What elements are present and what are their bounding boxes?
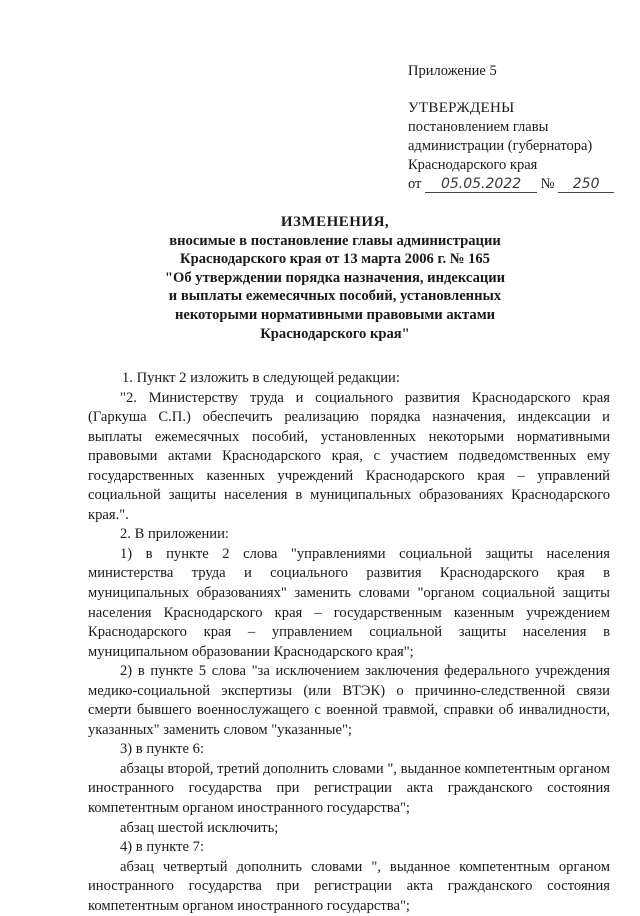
paragraph: абзац шестой исключить; xyxy=(120,819,279,836)
paragraph: абзацы второй, третий дополнить словами ", выданное компетентным органом иностранного государства при регистрации акта гражданского состояния компетентным органом иностранного государства"; xyxy=(88,760,610,817)
title-line: Краснодарского края" xyxy=(260,325,410,342)
title-line: Краснодарского края от 13 марта 2006 г. № 165 xyxy=(180,251,490,268)
paragraph: абзац четвертый дополнить словами ", выданное компетентным органом иностранного государства при регистрации акта гражданского состояния компетентным органом иностранного государства"; xyxy=(88,858,610,914)
paragraph: 4) в пункте 7: xyxy=(120,839,205,856)
date-number-row xyxy=(408,175,623,194)
from-label: от xyxy=(408,176,422,192)
handwritten-number: 250 xyxy=(558,176,614,193)
annex-label: Приложение 5 xyxy=(408,63,497,79)
approval-line: администрации (губернатора) xyxy=(408,138,593,154)
paragraph: 1) в пункте 2 слова "управлениями социальной защиты населения министерства труда и социального развития Краснодарского края в муниципальных образованиях" заменить словами "органом социальной защиты населения Краснодарского края – государственным казенным учреждением Краснодарского края – управлением социальной защиты населения в муниципальном образовании Краснодарского края"; xyxy=(88,545,610,660)
paragraph: 2) в пункте 5 слова "за исключением заключения федерального учреждения медико-социальной экспертизы (или ВТЭК) о причинно-следственной связи смерти бывшего военнослужащего с военной травмой, справки об инвалидности, указанных" заменить словом "указанные"; xyxy=(88,663,610,738)
paragraph: "2. Министерству труда и социального развития Краснодарского края (Гаркуша С.П.) обеспечить реализацию порядка назначения, индексации и выплаты ежемесячных пособий, установленных некоторыми нормативными правовыми актами Краснодарского края, с участием подведомственных ему государственных казенных учреждений Краснодарского края – управлений социальной защиты населения в муниципальных образованиях Краснодарского края.". xyxy=(88,389,610,523)
approval-line: постановлением главы xyxy=(408,119,549,135)
paragraph: 3) в пункте 6: xyxy=(120,741,205,758)
approval-block xyxy=(408,62,623,194)
title-line: некоторыми нормативными правовыми актами xyxy=(174,306,496,323)
title-line: вносимые в постановление главы администрации xyxy=(169,232,501,249)
paragraph: 1. Пункт 2 изложить в следующей редакции: xyxy=(122,370,400,386)
number-label: № xyxy=(540,176,555,192)
approval-line: Краснодарского края xyxy=(408,157,538,173)
title-line: и выплаты ежемесячных пособий, установленных xyxy=(168,288,502,305)
approved-heading: УТВЕРЖДЕНЫ xyxy=(408,100,515,116)
paragraph: 2. В приложении: xyxy=(120,526,229,543)
title-main: ИЗМЕНЕНИЯ, xyxy=(280,214,390,230)
title-line: "Об утверждении порядка назначения, индексации xyxy=(164,269,506,286)
document-body xyxy=(88,369,610,916)
document-title xyxy=(150,213,520,343)
handwritten-date: 05.05.2022 xyxy=(425,176,537,193)
